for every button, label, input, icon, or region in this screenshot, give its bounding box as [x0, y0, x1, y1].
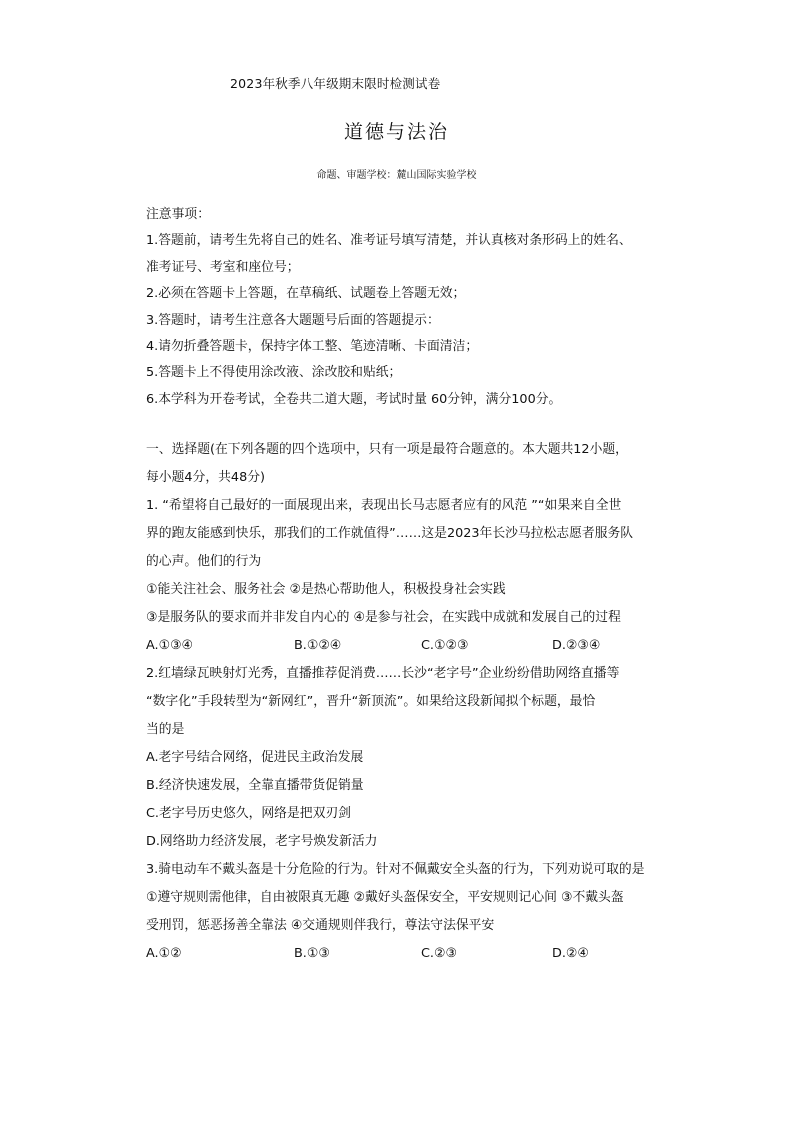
subject-title: 道德与法治 [343, 121, 449, 143]
note-line: 5.答题卡上不得使用涂改液、涂改胶和贴纸； [146, 365, 402, 381]
option-a: A.①③④ [146, 638, 194, 654]
option-c: C.②③ [421, 946, 457, 962]
note-line: 1.答题前，请考生先将自己的姓名、准考证号填写清楚，并认真核对条形码上的姓名、 [146, 233, 632, 249]
question-text-line: 2.红墙绿瓦映射灯光秀，直播推荐促消费……长沙“老字号”企业纷纷借助网络直播等 [146, 666, 620, 682]
option-b: B.经济快速发展，全靠直播带货促销量 [146, 778, 364, 794]
option-a: A.老字号结合网络，促进民主政治发展 [146, 750, 364, 766]
notes-heading: 注意事项： [146, 207, 210, 222]
section-heading-line: 每小题4分，共48分) [146, 470, 265, 486]
option-d: D.网络助力经济发展，老字号焕发新活力 [146, 834, 378, 850]
question-text-line: ①遵守规则需他律，自由被限真无趣 ②戴好头盔保安全，平安规则记心间 ③不戴头盔 [146, 890, 624, 906]
option-d: D.②④ [552, 946, 589, 962]
note-line: 4.请勿折叠答题卡，保持字体工整、笔迹清晰、卡面清洁； [146, 338, 479, 354]
option-d: D.②③④ [552, 638, 601, 654]
question-text-line: 的心声。他们的行为 [146, 554, 262, 570]
option-b: B.①②④ [294, 638, 342, 654]
question-text-line: “数字化”手段转型为“新网红”，晋升“新顶流”。如果给这段新闻拟个标题，最恰 [146, 694, 596, 710]
notes-block [146, 202, 662, 413]
question-text-line: 当的是 [146, 722, 185, 738]
note-line: 6.本学科为开卷考试，全卷共二道大题，考试时量 60分钟，满分100分。 [146, 391, 562, 407]
section-spacer [146, 413, 662, 436]
question-1 [146, 492, 662, 660]
section-heading [146, 436, 662, 492]
answer-options [146, 940, 662, 968]
option-b: B.①③ [294, 946, 330, 962]
question-text-line: ①能关注社会、服务社会 ②是热心帮助他人，积极投身社会实践 [146, 582, 506, 598]
note-line: 2.必须在答题卡上答题，在草稿纸、试题卷上答题无效； [146, 286, 466, 302]
exam-title: 2023年秋季八年级期末限时检测试卷 [230, 76, 441, 91]
question-3 [146, 856, 662, 968]
option-a: A.①② [146, 946, 182, 962]
answer-options [146, 632, 662, 660]
question-text-line: 1. “希望将自己最好的一面展现出来，表现出长马志愿者应有的风范 ”“如果来自全世 [146, 498, 622, 514]
question-text-line: ③是服务队的要求而并非发自内心的 ④是参与社会，在实践中成就和发展自己的过程 [146, 610, 621, 626]
note-line: 准考证号、考室和座位号； [146, 259, 300, 275]
exam-content [146, 202, 662, 968]
option-c: C.①②③ [421, 638, 469, 654]
option-c: C.老字号历史悠久，网络是把双刃剑 [146, 806, 351, 822]
question-text-line: 受刑罚，惩恶扬善全靠法 ④交通规则伴我行，尊法守法保平安 [146, 918, 495, 934]
question-2 [146, 660, 662, 856]
question-text-line: 3.骑电动车不戴头盔是十分危险的行为。针对不佩戴安全头盔的行为，下列劝说可取的是 [146, 862, 645, 878]
school-line: 命题、审题学校：麓山国际实验学校 [316, 170, 477, 181]
note-line: 3.答题时，请考生注意各大题题号后面的答题提示： [146, 312, 440, 328]
section-heading-line: 一、选择题(在下列各题的四个选项中，只有一项是最符合题意的。本大题共12小题， [146, 442, 628, 458]
question-text-line: 界的跑友能感到快乐，那我们的工作就值得”……这是2023年长沙马拉松志愿者服务队 [146, 526, 634, 542]
